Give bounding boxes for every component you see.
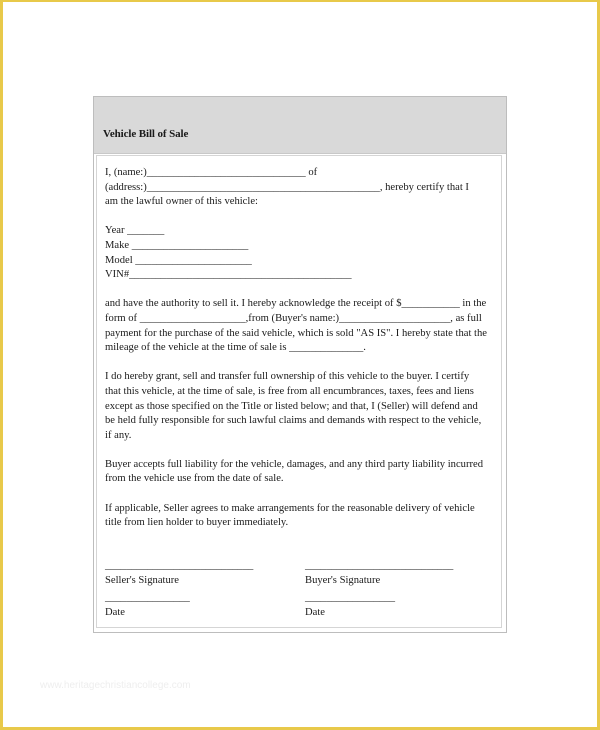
transfer-line-3: except as those specified on the Title or listed below; and that, I (Seller) will defend and: [105, 400, 478, 412]
seller-signature-label: Seller's Signature: [105, 574, 179, 586]
buyer-date-line: _________________: [305, 592, 396, 604]
delivery-line-1: If applicable, Seller agrees to make arrangements for the reasonable delivery of vehicle: [105, 502, 475, 514]
transfer-line-1: I do hereby grant, sell and transfer full ownership of this vehicle to the buyer. I certify: [105, 371, 470, 383]
document-content: [105, 166, 499, 531]
vehicle-make: Make ______________________: [105, 239, 249, 251]
buyer-signature-block: [305, 559, 453, 620]
seller-date-label: Date: [105, 606, 125, 618]
document-header: [94, 97, 506, 154]
owner-line-3: am the lawful owner of this vehicle:: [105, 196, 258, 208]
owner-line-1: I, (name:)______________________________ of: [105, 167, 318, 178]
transfer-line-5: if any.: [105, 429, 132, 441]
payment-line-4: mileage of the vehicle at the time of sale is ______________.: [105, 342, 366, 354]
buyer-signature-label: Buyer's Signature: [305, 574, 381, 586]
vehicle-vin: VIN#__________________________________________: [105, 269, 352, 281]
document-body: [96, 155, 502, 628]
payment-line-1: and have the authority to sell it. I hereby acknowledge the receipt of $___________ in the: [105, 298, 487, 310]
seller-signature-block: [105, 559, 253, 620]
transfer-line-2: that this vehicle, at the time of sale, is free from all encumbrances, taxes, fees and liens: [105, 385, 474, 397]
delivery-line-2: title from lien holder to buyer immediately.: [105, 517, 289, 529]
liability-line-1: Buyer accepts full liability for the vehicle, damages, and any third party liability incurred: [105, 458, 484, 470]
buyer-signature-line: ____________________________: [305, 560, 454, 571]
document-title: Vehicle Bill of Sale: [103, 128, 189, 140]
payment-line-3: payment for the purchase of the said vehicle, which is sold "AS IS". I hereby state that the: [105, 327, 487, 339]
transfer-line-4: be held fully responsible for such lawful claims and demands with respect to the vehicle,: [105, 415, 482, 427]
seller-signature-line: ____________________________: [105, 560, 254, 571]
seller-date-line: ________________: [105, 592, 190, 604]
document-card: [93, 96, 507, 633]
liability-line-2: from the vehicle use from the date of sale.: [105, 473, 284, 485]
vehicle-year: Year _______: [105, 225, 165, 237]
buyer-date-label: Date: [305, 606, 325, 618]
vehicle-model: Model ______________________: [105, 254, 252, 266]
owner-line-2: (address:)____________________________________________, hereby certify that I: [105, 181, 469, 193]
payment-line-2: form of ____________________,from (Buyer's name:)_____________________, as full: [105, 312, 482, 324]
watermark-text: www.heritagechristiancollege.com: [40, 680, 191, 691]
